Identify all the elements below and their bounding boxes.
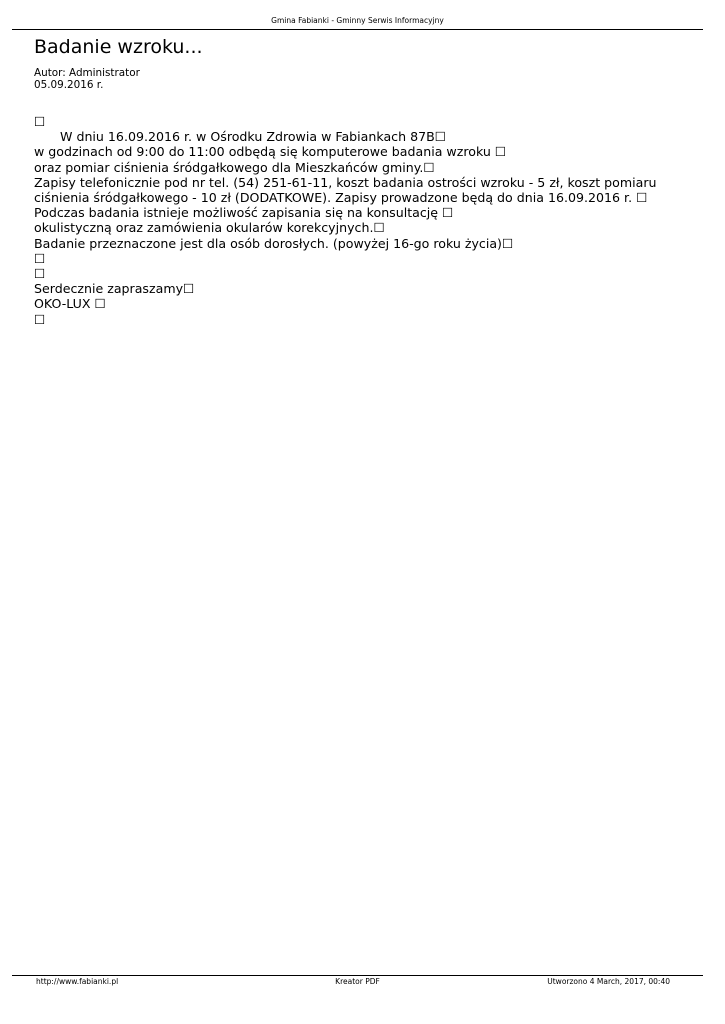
body-line: okulistyczną oraz zamówienia okularów korekcyjnych.☐ <box>34 220 385 236</box>
page-header <box>12 14 703 30</box>
footer-created-date: Utworzono 4 March, 2017, 00:40 <box>547 977 670 986</box>
body-line: W dniu 16.09.2016 r. w Ośrodku Zdrowia w Fabiankach 87B☐ <box>60 129 447 145</box>
footer-url-link[interactable]: http://www.fabianki.pl <box>36 977 119 986</box>
body-line: ciśnienia śródgałkowego - 10 zł (DODATKOWE). Zapisy prowadzone będą do dnia 16.09.2016 r. ☐ <box>34 190 648 206</box>
body-line: ☐ <box>34 311 46 327</box>
body-line: oraz pomiar ciśnienia śródgałkowego dla Mieszkańców gminy.☐ <box>34 159 435 175</box>
article-meta <box>34 67 140 91</box>
footer-generator: Kreator PDF <box>335 977 380 986</box>
body-line: Zapisy telefonicznie pod nr tel. (54) 251-61-11, koszt badania ostrości wzroku - 5 zł, koszt pomiaru <box>34 174 657 190</box>
page-footer <box>12 975 703 990</box>
site-title: Gmina Fabianki - Gminny Serwis Informacyjny <box>271 16 444 25</box>
article-title: Badanie wzroku... <box>34 36 203 58</box>
body-line: ☐ <box>34 250 46 266</box>
body-line: Serdecznie zapraszamy☐ <box>34 281 195 297</box>
article-body <box>34 114 674 327</box>
publish-date: 05.09.2016 r. <box>34 79 104 91</box>
body-line: Podczas badania istnieje możliwość zapisania się na konsultację ☐ <box>34 205 454 221</box>
body-line: ☐ <box>34 114 46 129</box>
body-line: OKO-LUX ☐ <box>34 296 106 312</box>
body-line: ☐ <box>34 266 46 282</box>
body-line: Badanie przeznaczone jest dla osób dorosłych. (powyżej 16-go roku życia)☐ <box>34 235 514 251</box>
author-line: Autor: Administrator <box>34 67 140 79</box>
body-line: w godzinach od 9:00 do 11:00 odbędą się komputerowe badania wzroku ☐ <box>34 144 507 160</box>
